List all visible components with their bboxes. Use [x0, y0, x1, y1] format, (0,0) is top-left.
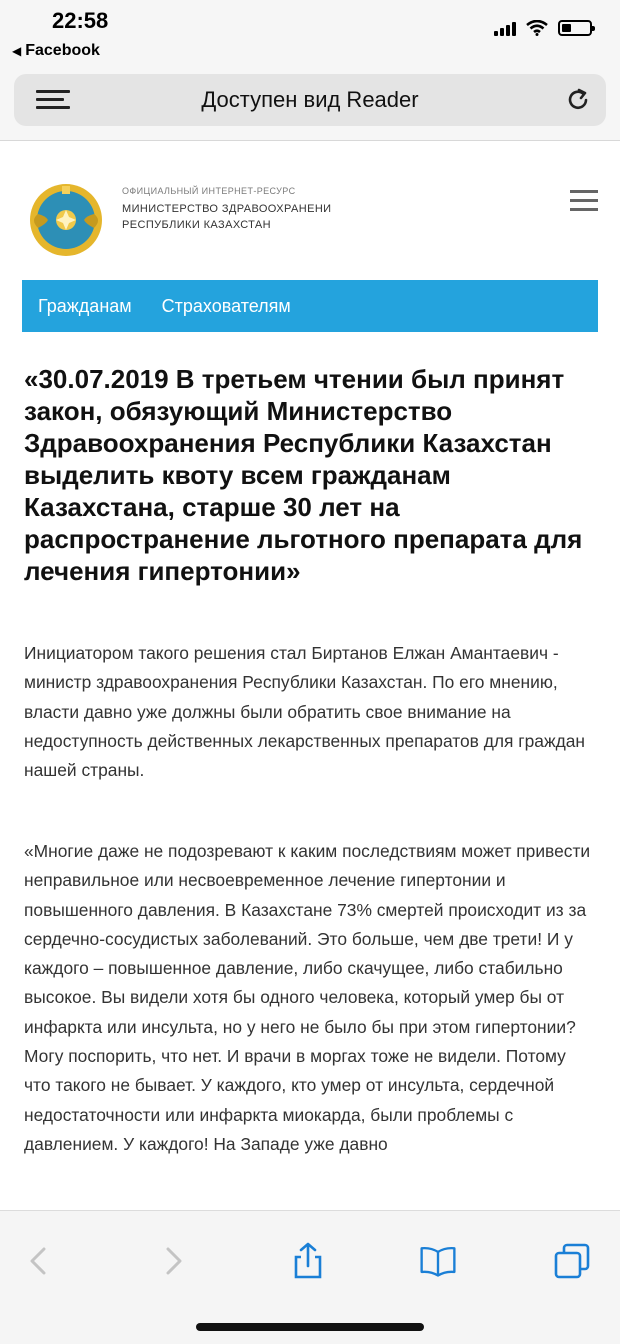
tabs-icon[interactable] — [552, 1241, 592, 1281]
nav-item-citizens[interactable]: Гражданам — [38, 295, 132, 316]
nav-item-insurers[interactable]: Страхователям — [161, 295, 291, 316]
home-indicator[interactable] — [196, 1323, 424, 1331]
org-name-line1: МИНИСТЕРСТВО ЗДРАВООХРАНЕНИ — [122, 203, 332, 215]
wifi-icon — [526, 20, 548, 36]
bookmarks-icon[interactable] — [418, 1241, 458, 1281]
org-name — [122, 201, 362, 233]
address-text: Доступен вид Reader — [201, 87, 419, 112]
article-paragraph-2: «Многие даже не подозревают к каким последствиям может привести неправильное или несвоевременное лечение гипертонии и повышенного давления. В Казахстане 73% смертей происходит из за сердечно-сосудистых заболеваний. Это больше, чем две трети! И у каждого – повышенное давление, либо скачущее, либо стабильно высокое. Вы видели хотя бы одного человека, который умер бы от инфаркта или инсульта, но у него не было бы при этом гипертонии? Могу поспорить, что нет. И врачи в моргах тоже не видели. Потому что такого не бывает. У каждого, кто умер от инсульта, сердечной недостаточности или инфаркта миокарда, были проблемы с давлением. У каждого! На Западе уже давно — [24, 841, 591, 1154]
state-emblem-logo[interactable] — [26, 180, 106, 260]
article-title: «30.07.2019 В третьем чтении был принят закон, обязующий Министерство Здравоохранения Республики Казахстан выделить квоту всем гражданам Казахстана, старше 30 лет на распространение льготного препарата для лечения гипертонии» — [24, 364, 583, 586]
forward-icon[interactable] — [152, 1241, 192, 1281]
article-paragraph-1: Инициатором такого решения стал Биртанов Елжан Амантаевич - министр здравоохранения Республики Казахстан. По его мнению, власти давно уже должны были обратить свое внимание на недоступность действенных лекарственных препаратов для граждан нашей страны. — [24, 643, 586, 781]
org-name-line2: РЕСПУБЛИКИ КАЗАХСТАН — [122, 219, 272, 231]
reload-icon[interactable] — [564, 86, 592, 114]
menu-icon[interactable] — [570, 190, 598, 212]
address-bar[interactable] — [14, 74, 606, 126]
cellular-signal-icon — [494, 20, 516, 36]
site-nav — [22, 280, 598, 332]
battery-icon — [558, 20, 592, 36]
status-time: 22:58 — [52, 8, 109, 33]
site-header — [22, 176, 598, 276]
web-page — [0, 141, 620, 1211]
browser-toolbar — [0, 1210, 620, 1344]
back-app-label: Facebook — [25, 42, 100, 59]
back-icon[interactable] — [20, 1241, 60, 1281]
status-indicators — [494, 20, 592, 36]
back-triangle-icon: ◀ — [12, 44, 22, 58]
org-subtitle: ОФИЦИАЛЬНЫЙ ИНТЕРНЕТ-РЕСУРС — [122, 186, 296, 196]
back-to-app-link[interactable] — [12, 42, 100, 60]
browser-top-bar — [0, 0, 620, 141]
share-icon[interactable] — [288, 1241, 328, 1281]
